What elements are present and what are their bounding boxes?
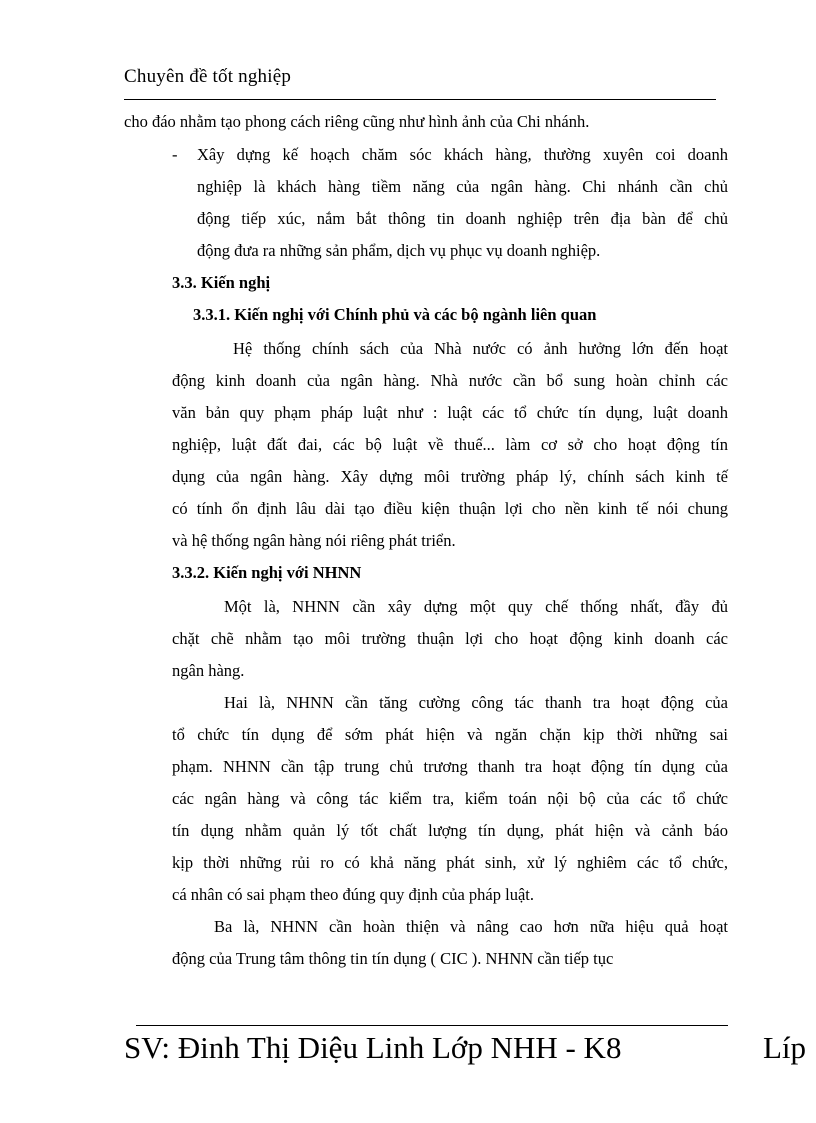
body-line: nghiệp, luật đất đai, các bộ luật về thuế... làm cơ sở cho hoạt động tín	[172, 435, 728, 454]
footer-student-info: SV: Đinh Thị Diệu Linh Lớp NHH - K8	[124, 1030, 622, 1065]
body-line: kịp thời những rủi ro có khả năng phát sinh, xử lý nghiêm các tổ chức,	[172, 853, 728, 872]
header-divider	[124, 99, 716, 100]
body-line: tổ chức tín dụng để sớm phát hiện và ngăn chặn kịp thời những sai	[172, 725, 728, 744]
body-line: Hai là, NHNN cần tăng cường công tác thanh tra hoạt động của	[224, 693, 728, 712]
body-line: cá nhân có sai phạm theo đúng quy định của pháp luật.	[172, 885, 534, 904]
body-line: Hệ thống chính sách của Nhà nước có ảnh hưởng lớn đến hoạt	[233, 339, 728, 358]
bullet-dash: -	[172, 145, 178, 164]
subsection-heading: 3.3.1. Kiến nghị với Chính phủ và các bộ ngành liên quan	[193, 305, 597, 324]
body-line: động đưa ra những sản phẩm, dịch vụ phục vụ doanh nghiệp.	[197, 241, 601, 260]
body-line: cho đáo nhằm tạo phong cách riêng cũng như hình ảnh của Chi nhánh.	[124, 112, 590, 131]
body-line: ngân hàng.	[172, 661, 245, 680]
body-line: có tính ổn định lâu dài tạo điều kiện thuận lợi cho nền kinh tế nói chung	[172, 499, 728, 518]
body-line: Một là, NHNN cần xây dựng một quy chế thống nhất, đầy đủ	[224, 597, 728, 616]
section-heading: 3.3. Kiến nghị	[172, 273, 271, 292]
body-line: phạm. NHNN cần tập trung chủ trương thanh tra hoạt động tín dụng của	[172, 757, 728, 776]
body-line: động tiếp xúc, nắm bắt thông tin doanh nghiệp trên địa bàn để chủ	[197, 209, 728, 228]
body-line: và hệ thống ngân hàng nói riêng phát triển.	[172, 531, 456, 550]
body-line: Xây dựng kế hoạch chăm sóc khách hàng, thường xuyên coi doanh	[197, 145, 728, 164]
document-header-title: Chuyên đề tốt nghiệp	[124, 66, 292, 87]
body-line: văn bản quy phạm pháp luật như : luật các tổ chức tín dụng, luật doanh	[172, 403, 728, 422]
footer-right-text: Líp	[763, 1030, 807, 1065]
body-line: nghiệp là khách hàng tiềm năng của ngân hàng. Chi nhánh cần chủ	[197, 177, 728, 196]
body-line: tín dụng nhằm quản lý tốt chất lượng tín dụng, phát hiện và cảnh báo	[172, 821, 728, 840]
body-line: động kinh doanh của ngân hàng. Nhà nước cần bổ sung hoàn chỉnh các	[172, 371, 728, 390]
body-line: các ngân hàng và công tác kiểm tra, kiểm toán nội bộ của các tổ chức	[172, 789, 728, 808]
body-line: Ba là, NHNN cần hoàn thiện và nâng cao hơn nữa hiệu quả hoạt	[214, 917, 728, 936]
subsection-heading: 3.3.2. Kiến nghị với NHNN	[172, 563, 362, 582]
body-line: dụng của ngân hàng. Xây dựng môi trường pháp lý, chính sách kinh tế	[172, 467, 728, 486]
body-line: chặt chẽ nhằm tạo môi trường thuận lợi cho hoạt động kinh doanh các	[172, 629, 728, 648]
body-line: động của Trung tâm thông tin tín dụng ( CIC ). NHNN cần tiếp tục	[172, 949, 614, 968]
footer-divider	[136, 1025, 728, 1026]
